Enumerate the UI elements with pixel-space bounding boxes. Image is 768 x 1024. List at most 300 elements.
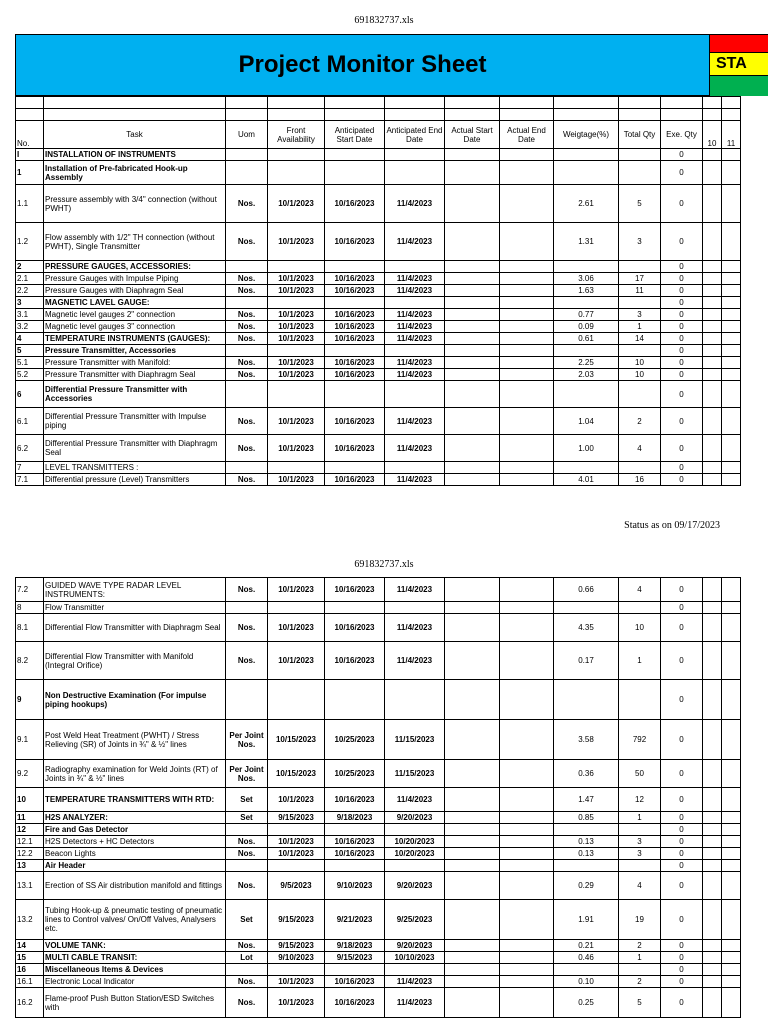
cell-task: Pressure Transmitter, Accessories bbox=[44, 345, 226, 357]
cell-uom: Nos. bbox=[226, 578, 268, 602]
cell-actual-start bbox=[445, 614, 500, 642]
cell-anticipated-start bbox=[325, 462, 385, 474]
cell-actual-end bbox=[500, 357, 554, 369]
cell-uom: Nos. bbox=[226, 357, 268, 369]
cell-actual-end bbox=[500, 824, 554, 836]
cell-no: 9 bbox=[16, 680, 44, 720]
cell-day-11 bbox=[722, 161, 741, 185]
cell-exe-qty: 0 bbox=[661, 602, 703, 614]
table-row bbox=[16, 824, 741, 836]
table-row bbox=[16, 297, 741, 309]
cell-task: Magnetic level gauges 3" connection bbox=[44, 321, 226, 333]
cell-weightage: 0.13 bbox=[554, 848, 619, 860]
cell-actual-start bbox=[445, 836, 500, 848]
cell-day-11 bbox=[722, 836, 741, 848]
table-row bbox=[16, 680, 741, 720]
cell-no: 7 bbox=[16, 462, 44, 474]
cell-exe-qty: 0 bbox=[661, 872, 703, 900]
cell-day-11 bbox=[722, 261, 741, 273]
cell-weightage: 0.46 bbox=[554, 952, 619, 964]
col-weightage: Weigtage(%) bbox=[554, 121, 619, 149]
cell-front-availability: 10/1/2023 bbox=[268, 223, 325, 261]
cell-actual-start bbox=[445, 333, 500, 345]
cell-front-availability bbox=[268, 345, 325, 357]
cell-day-11 bbox=[722, 273, 741, 285]
cell-day-11 bbox=[722, 900, 741, 940]
cell-day-10 bbox=[703, 321, 722, 333]
cell-weightage bbox=[554, 297, 619, 309]
table-row bbox=[16, 848, 741, 860]
cell-front-availability: 10/1/2023 bbox=[268, 848, 325, 860]
cell-exe-qty: 0 bbox=[661, 474, 703, 486]
cell-day-11 bbox=[722, 952, 741, 964]
table-row bbox=[16, 872, 741, 900]
cell-uom bbox=[226, 462, 268, 474]
cell-anticipated-start bbox=[325, 602, 385, 614]
cell-day-10 bbox=[703, 381, 722, 408]
cell-total-qty: 10 bbox=[619, 614, 661, 642]
cell-no: 1.1 bbox=[16, 185, 44, 223]
cell-task: INSTALLATION OF INSTRUMENTS bbox=[44, 149, 226, 161]
cell-no: 12.1 bbox=[16, 836, 44, 848]
col-act-end: Actual End Date bbox=[500, 121, 554, 149]
cell-total-qty bbox=[619, 261, 661, 273]
cell-no: 11 bbox=[16, 812, 44, 824]
cell-anticipated-end: 11/4/2023 bbox=[385, 578, 445, 602]
cell-total-qty bbox=[619, 297, 661, 309]
cell-front-availability: 9/10/2023 bbox=[268, 952, 325, 964]
cell-front-availability: 10/1/2023 bbox=[268, 273, 325, 285]
cell-anticipated-start: 10/16/2023 bbox=[325, 836, 385, 848]
cell-front-availability: 10/1/2023 bbox=[268, 642, 325, 680]
cell-uom: Nos. bbox=[226, 848, 268, 860]
cell-actual-start bbox=[445, 261, 500, 273]
cell-day-10 bbox=[703, 273, 722, 285]
cell-anticipated-end: 9/20/2023 bbox=[385, 812, 445, 824]
cell-weightage bbox=[554, 261, 619, 273]
cell-anticipated-start: 10/16/2023 bbox=[325, 642, 385, 680]
cell-anticipated-end: 11/4/2023 bbox=[385, 357, 445, 369]
cell-front-availability: 9/15/2023 bbox=[268, 812, 325, 824]
cell-day-10 bbox=[703, 297, 722, 309]
cell-total-qty: 4 bbox=[619, 872, 661, 900]
cell-task: Pressure Transmitter with Manifold: bbox=[44, 357, 226, 369]
cell-anticipated-start bbox=[325, 261, 385, 273]
cell-day-10 bbox=[703, 812, 722, 824]
cell-weightage: 1.31 bbox=[554, 223, 619, 261]
cell-day-11 bbox=[722, 149, 741, 161]
cell-actual-end bbox=[500, 964, 554, 976]
cell-no: 2.1 bbox=[16, 273, 44, 285]
col-10: 10 bbox=[703, 121, 722, 149]
table-row bbox=[16, 964, 741, 976]
cell-front-availability: 9/15/2023 bbox=[268, 940, 325, 952]
cell-actual-start bbox=[445, 988, 500, 1018]
cell-day-11 bbox=[722, 223, 741, 261]
table-row bbox=[16, 333, 741, 345]
cell-anticipated-end: 11/4/2023 bbox=[385, 369, 445, 381]
cell-day-11 bbox=[722, 297, 741, 309]
cell-anticipated-end: 11/4/2023 bbox=[385, 642, 445, 680]
cell-front-availability: 10/1/2023 bbox=[268, 788, 325, 812]
cell-uom: Nos. bbox=[226, 408, 268, 435]
header-row bbox=[16, 121, 741, 149]
cell-front-availability: 10/1/2023 bbox=[268, 988, 325, 1018]
cell-exe-qty: 0 bbox=[661, 680, 703, 720]
cell-total-qty: 19 bbox=[619, 900, 661, 940]
cell-uom bbox=[226, 824, 268, 836]
cell-uom: Nos. bbox=[226, 369, 268, 381]
table-row bbox=[16, 952, 741, 964]
cell-no: 3.1 bbox=[16, 309, 44, 321]
cell-actual-start bbox=[445, 381, 500, 408]
cell-front-availability: 10/1/2023 bbox=[268, 614, 325, 642]
sheet-title: Project Monitor Sheet bbox=[15, 34, 710, 96]
cell-no: 3.2 bbox=[16, 321, 44, 333]
cell-day-10 bbox=[703, 333, 722, 345]
cell-anticipated-start: 10/16/2023 bbox=[325, 223, 385, 261]
cell-actual-start bbox=[445, 812, 500, 824]
table-row bbox=[16, 321, 741, 333]
cell-weightage bbox=[554, 161, 619, 185]
cell-uom bbox=[226, 161, 268, 185]
cell-actual-start bbox=[445, 435, 500, 462]
cell-uom: Set bbox=[226, 812, 268, 824]
cell-day-11 bbox=[722, 872, 741, 900]
table-row bbox=[16, 285, 741, 297]
cell-no: 12 bbox=[16, 824, 44, 836]
cell-day-10 bbox=[703, 872, 722, 900]
cell-weightage: 0.10 bbox=[554, 976, 619, 988]
cell-anticipated-end bbox=[385, 824, 445, 836]
table-row bbox=[16, 408, 741, 435]
cell-day-11 bbox=[722, 642, 741, 680]
cell-day-11 bbox=[722, 309, 741, 321]
cell-no: 5 bbox=[16, 345, 44, 357]
cell-weightage bbox=[554, 964, 619, 976]
cell-anticipated-end: 11/4/2023 bbox=[385, 988, 445, 1018]
cell-actual-start bbox=[445, 297, 500, 309]
cell-exe-qty: 0 bbox=[661, 333, 703, 345]
blank-row bbox=[16, 97, 741, 109]
cell-day-10 bbox=[703, 614, 722, 642]
col-total-qty: Total Qty bbox=[619, 121, 661, 149]
cell-anticipated-end: 11/4/2023 bbox=[385, 788, 445, 812]
cell-day-10 bbox=[703, 161, 722, 185]
cell-actual-end bbox=[500, 976, 554, 988]
cell-task: Magnetic level gauges 2" connection bbox=[44, 309, 226, 321]
cell-weightage bbox=[554, 860, 619, 872]
cell-task: Beacon Lights bbox=[44, 848, 226, 860]
cell-uom: Nos. bbox=[226, 285, 268, 297]
cell-uom: Per Joint Nos. bbox=[226, 720, 268, 760]
table-row bbox=[16, 435, 741, 462]
cell-day-10 bbox=[703, 836, 722, 848]
cell-front-availability bbox=[268, 680, 325, 720]
cell-actual-end bbox=[500, 900, 554, 940]
cell-total-qty: 5 bbox=[619, 988, 661, 1018]
cell-actual-start bbox=[445, 860, 500, 872]
status-date: Status as on 09/17/2023 bbox=[624, 520, 720, 531]
cell-weightage: 2.61 bbox=[554, 185, 619, 223]
cell-day-11 bbox=[722, 812, 741, 824]
cell-actual-start bbox=[445, 824, 500, 836]
cell-weightage: 0.61 bbox=[554, 333, 619, 345]
cell-anticipated-start: 10/16/2023 bbox=[325, 273, 385, 285]
cell-uom bbox=[226, 297, 268, 309]
cell-total-qty: 11 bbox=[619, 285, 661, 297]
cell-exe-qty: 0 bbox=[661, 285, 703, 297]
cell-weightage bbox=[554, 602, 619, 614]
cell-anticipated-end: 11/15/2023 bbox=[385, 760, 445, 788]
cell-front-availability: 9/5/2023 bbox=[268, 872, 325, 900]
cell-task: GUIDED WAVE TYPE RADAR LEVEL INSTRUMENTS: bbox=[44, 578, 226, 602]
cell-exe-qty: 0 bbox=[661, 720, 703, 760]
cell-exe-qty: 0 bbox=[661, 149, 703, 161]
cell-weightage: 4.35 bbox=[554, 614, 619, 642]
cell-no: 2 bbox=[16, 261, 44, 273]
cell-anticipated-end bbox=[385, 345, 445, 357]
cell-weightage: 0.77 bbox=[554, 309, 619, 321]
table-row bbox=[16, 720, 741, 760]
cell-no: 6.2 bbox=[16, 435, 44, 462]
cell-day-10 bbox=[703, 900, 722, 940]
cell-anticipated-end: 11/4/2023 bbox=[385, 223, 445, 261]
cell-anticipated-start: 10/25/2023 bbox=[325, 760, 385, 788]
cell-total-qty: 4 bbox=[619, 578, 661, 602]
cell-anticipated-start bbox=[325, 680, 385, 720]
cell-total-qty bbox=[619, 680, 661, 720]
cell-day-11 bbox=[722, 988, 741, 1018]
cell-front-availability bbox=[268, 824, 325, 836]
cell-anticipated-end bbox=[385, 149, 445, 161]
cell-front-availability: 10/1/2023 bbox=[268, 357, 325, 369]
cell-total-qty: 5 bbox=[619, 185, 661, 223]
cell-actual-start bbox=[445, 321, 500, 333]
cell-no: 13.1 bbox=[16, 872, 44, 900]
cell-weightage: 0.25 bbox=[554, 988, 619, 1018]
table-row bbox=[16, 161, 741, 185]
cell-actual-start bbox=[445, 223, 500, 261]
cell-task: Flow assembly with 1/2" TH connection (without PWHT), Single Transmitter bbox=[44, 223, 226, 261]
cell-total-qty bbox=[619, 964, 661, 976]
cell-day-11 bbox=[722, 369, 741, 381]
cell-actual-end bbox=[500, 872, 554, 900]
cell-day-11 bbox=[722, 345, 741, 357]
cell-anticipated-end bbox=[385, 381, 445, 408]
cell-day-11 bbox=[722, 976, 741, 988]
cell-actual-start bbox=[445, 720, 500, 760]
cell-day-11 bbox=[722, 474, 741, 486]
cell-task: Differential Pressure Transmitter with Accessories bbox=[44, 381, 226, 408]
cell-day-11 bbox=[722, 285, 741, 297]
cell-uom: Nos. bbox=[226, 474, 268, 486]
cell-anticipated-end: 11/4/2023 bbox=[385, 333, 445, 345]
cell-total-qty bbox=[619, 149, 661, 161]
cell-weightage: 1.63 bbox=[554, 285, 619, 297]
cell-front-availability bbox=[268, 964, 325, 976]
cell-task: TEMPERATURE INSTRUMENTS (GAUGES): bbox=[44, 333, 226, 345]
cell-total-qty: 50 bbox=[619, 760, 661, 788]
cell-weightage: 3.06 bbox=[554, 273, 619, 285]
cell-uom: Nos. bbox=[226, 273, 268, 285]
cell-uom bbox=[226, 964, 268, 976]
cell-day-11 bbox=[722, 321, 741, 333]
cell-exe-qty: 0 bbox=[661, 940, 703, 952]
cell-anticipated-end: 11/4/2023 bbox=[385, 273, 445, 285]
cell-exe-qty: 0 bbox=[661, 345, 703, 357]
cell-front-availability: 10/1/2023 bbox=[268, 435, 325, 462]
cell-total-qty bbox=[619, 462, 661, 474]
cell-no: 1.2 bbox=[16, 223, 44, 261]
cell-anticipated-start bbox=[325, 381, 385, 408]
cell-total-qty: 1 bbox=[619, 812, 661, 824]
cell-anticipated-start: 10/16/2023 bbox=[325, 474, 385, 486]
cell-actual-start bbox=[445, 161, 500, 185]
cell-actual-start bbox=[445, 369, 500, 381]
cell-exe-qty: 0 bbox=[661, 462, 703, 474]
cell-actual-end bbox=[500, 381, 554, 408]
cell-actual-end bbox=[500, 860, 554, 872]
cell-day-10 bbox=[703, 824, 722, 836]
cell-exe-qty: 0 bbox=[661, 642, 703, 680]
cell-no: 13 bbox=[16, 860, 44, 872]
cell-front-availability: 10/1/2023 bbox=[268, 474, 325, 486]
cell-front-availability: 10/1/2023 bbox=[268, 333, 325, 345]
cell-actual-start bbox=[445, 642, 500, 680]
cell-actual-start bbox=[445, 848, 500, 860]
table-row bbox=[16, 642, 741, 680]
cell-front-availability bbox=[268, 161, 325, 185]
cell-task: Miscellaneous Items & Devices bbox=[44, 964, 226, 976]
cell-exe-qty: 0 bbox=[661, 185, 703, 223]
cell-anticipated-end: 9/25/2023 bbox=[385, 900, 445, 940]
cell-total-qty bbox=[619, 860, 661, 872]
cell-anticipated-start: 10/16/2023 bbox=[325, 369, 385, 381]
cell-anticipated-start: 9/10/2023 bbox=[325, 872, 385, 900]
cell-day-10 bbox=[703, 357, 722, 369]
cell-weightage: 4.01 bbox=[554, 474, 619, 486]
cell-day-10 bbox=[703, 435, 722, 462]
cell-anticipated-start bbox=[325, 964, 385, 976]
cell-uom: Nos. bbox=[226, 223, 268, 261]
cell-no: 3 bbox=[16, 297, 44, 309]
cell-actual-start bbox=[445, 760, 500, 788]
cell-anticipated-start: 10/16/2023 bbox=[325, 435, 385, 462]
cell-total-qty: 3 bbox=[619, 309, 661, 321]
cell-no: 9.1 bbox=[16, 720, 44, 760]
cell-anticipated-start: 10/16/2023 bbox=[325, 321, 385, 333]
cell-anticipated-start: 9/21/2023 bbox=[325, 900, 385, 940]
cell-task: Pressure Transmitter with Diaphragm Seal bbox=[44, 369, 226, 381]
table-row bbox=[16, 578, 741, 602]
cell-exe-qty: 0 bbox=[661, 408, 703, 435]
cell-day-11 bbox=[722, 357, 741, 369]
cell-weightage: 0.13 bbox=[554, 836, 619, 848]
cell-uom: Set bbox=[226, 788, 268, 812]
cell-task: Erection of SS Air distribution manifold and fittings bbox=[44, 872, 226, 900]
cell-anticipated-end bbox=[385, 602, 445, 614]
cell-total-qty: 10 bbox=[619, 369, 661, 381]
cell-day-10 bbox=[703, 345, 722, 357]
cell-anticipated-end: 11/4/2023 bbox=[385, 321, 445, 333]
cell-no: 1 bbox=[16, 161, 44, 185]
cell-exe-qty: 0 bbox=[661, 860, 703, 872]
table-row bbox=[16, 381, 741, 408]
cell-anticipated-end: 11/4/2023 bbox=[385, 614, 445, 642]
cell-task: H2S Detectors + HC Detectors bbox=[44, 836, 226, 848]
cell-exe-qty: 0 bbox=[661, 788, 703, 812]
cell-anticipated-end: 10/10/2023 bbox=[385, 952, 445, 964]
cell-day-10 bbox=[703, 602, 722, 614]
cell-exe-qty: 0 bbox=[661, 900, 703, 940]
cell-task: Air Header bbox=[44, 860, 226, 872]
cell-exe-qty: 0 bbox=[661, 435, 703, 462]
cell-anticipated-start: 9/18/2023 bbox=[325, 940, 385, 952]
cell-weightage: 0.85 bbox=[554, 812, 619, 824]
cell-total-qty: 1 bbox=[619, 952, 661, 964]
table-row bbox=[16, 988, 741, 1018]
cell-weightage: 0.17 bbox=[554, 642, 619, 680]
cell-day-10 bbox=[703, 474, 722, 486]
cell-weightage: 1.04 bbox=[554, 408, 619, 435]
cell-actual-start bbox=[445, 408, 500, 435]
cell-day-10 bbox=[703, 149, 722, 161]
cell-anticipated-end: 11/15/2023 bbox=[385, 720, 445, 760]
cell-exe-qty: 0 bbox=[661, 988, 703, 1018]
cell-no: I bbox=[16, 149, 44, 161]
cell-anticipated-end: 11/4/2023 bbox=[385, 435, 445, 462]
cell-anticipated-end: 11/4/2023 bbox=[385, 309, 445, 321]
cell-front-availability: 10/1/2023 bbox=[268, 185, 325, 223]
cell-day-10 bbox=[703, 462, 722, 474]
cell-exe-qty: 0 bbox=[661, 836, 703, 848]
cell-actual-end bbox=[500, 812, 554, 824]
cell-total-qty: 10 bbox=[619, 357, 661, 369]
cell-task: Electronic Local Indicator bbox=[44, 976, 226, 988]
cell-day-11 bbox=[722, 760, 741, 788]
cell-actual-end bbox=[500, 602, 554, 614]
cell-task: LEVEL TRANSMITTERS : bbox=[44, 462, 226, 474]
cell-day-11 bbox=[722, 462, 741, 474]
cell-actual-end bbox=[500, 952, 554, 964]
table-row bbox=[16, 614, 741, 642]
cell-actual-start bbox=[445, 185, 500, 223]
cell-anticipated-start: 10/16/2023 bbox=[325, 309, 385, 321]
cell-actual-start bbox=[445, 309, 500, 321]
cell-uom bbox=[226, 381, 268, 408]
cell-day-10 bbox=[703, 309, 722, 321]
cell-exe-qty: 0 bbox=[661, 161, 703, 185]
cell-actual-start bbox=[445, 357, 500, 369]
cell-uom: Nos. bbox=[226, 614, 268, 642]
cell-exe-qty: 0 bbox=[661, 369, 703, 381]
cell-no: 16 bbox=[16, 964, 44, 976]
cell-uom: Nos. bbox=[226, 309, 268, 321]
cell-anticipated-end: 11/4/2023 bbox=[385, 285, 445, 297]
status-green-cell bbox=[710, 76, 768, 96]
cell-anticipated-end bbox=[385, 462, 445, 474]
cell-front-availability bbox=[268, 149, 325, 161]
cell-task: Differential pressure (Level) Transmitters bbox=[44, 474, 226, 486]
cell-no: 7.2 bbox=[16, 578, 44, 602]
cell-anticipated-start bbox=[325, 345, 385, 357]
cell-day-11 bbox=[722, 824, 741, 836]
table-row bbox=[16, 760, 741, 788]
cell-anticipated-end: 11/4/2023 bbox=[385, 474, 445, 486]
cell-task: Flow Transmitter bbox=[44, 602, 226, 614]
cell-task: Tubing Hook-up & pneumatic testing of pneumatic lines to Control valves/ On/Off Valves, Analysers etc. bbox=[44, 900, 226, 940]
